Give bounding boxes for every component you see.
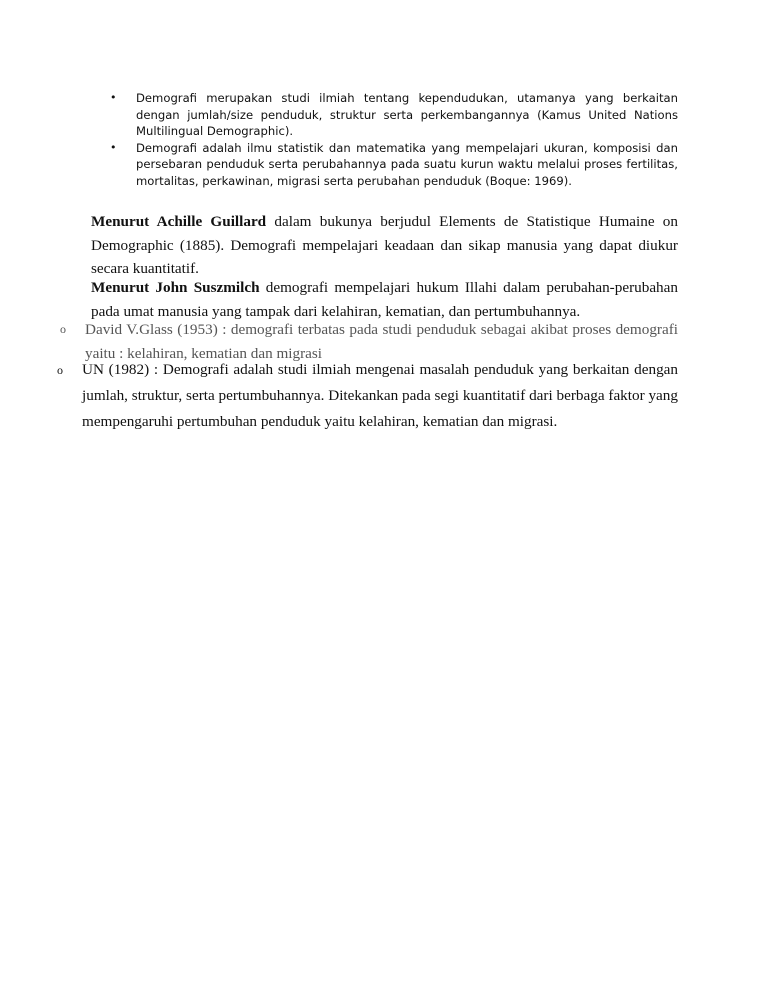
guillard-text: dalam bukunya berjudul Elements de Statistique Humaine on Demographic (1885). Demografi mempelajari keadaan dan sikap manusia yang dapat diukur secara kuantitatif. bbox=[91, 213, 678, 277]
glass-text: David V.Glass (1953) : demografi terbatas pada studi penduduk sebagai akibat proses demografi yaitu : kelahiran, kematian dan migrasi bbox=[85, 321, 678, 362]
bullet-text: Demografi merupakan studi ilmiah tentang kependudukan, utamanya yang berkaitan dengan jumlah/size penduduk, struktur serta perkembangannya (Kamus United Nations Multilingual Demographic). bbox=[136, 91, 678, 138]
bullet-text: Demografi adalah ilmu statistik dan matematika yang mempelajari ukuran, komposisi dan persebaran penduduk serta perubahannya pada suatu kurun waktu melalui proses fertilitas, mortalitas, perkawinan, migrasi serta perubahan penduduk (Boque: 1969). bbox=[136, 140, 678, 188]
definition-bullet-list bbox=[110, 90, 678, 189]
bullet-item bbox=[110, 90, 678, 140]
bullet-marker: • bbox=[110, 91, 117, 104]
guillard-bold-lead: Menurut Achille Guillard bbox=[91, 213, 267, 230]
un-text: UN (1982) : Demografi adalah studi ilmiah mengenai masalah penduduk yang berkaitan dengan jumlah, struktur, serta pertumbuhannya. Ditekankan pada segi kuantitatif dari berbaga faktor yang mempengaruhi pertumbuhan penduduk yaitu kelahiran, kematian dan migrasi. bbox=[82, 361, 678, 430]
paragraph-guillard bbox=[91, 210, 678, 281]
circle-bullet-icon: o bbox=[60, 322, 66, 336]
paragraph-suszmilch bbox=[91, 276, 678, 323]
circle-bullet-icon: o bbox=[57, 363, 63, 377]
bullet-marker: • bbox=[110, 140, 117, 154]
un-list bbox=[57, 357, 678, 435]
list-item-un bbox=[57, 357, 678, 435]
suszmilch-text: demografi mempelajari hukum Illahi dalam perubahan-perubahan pada umat manusia yang tampak dari kelahiran, kematian, dan pertumbuhannya. bbox=[91, 279, 678, 320]
suszmilch-bold-lead: Menurut John Suszmilch bbox=[91, 279, 260, 296]
bullet-item bbox=[110, 140, 678, 190]
